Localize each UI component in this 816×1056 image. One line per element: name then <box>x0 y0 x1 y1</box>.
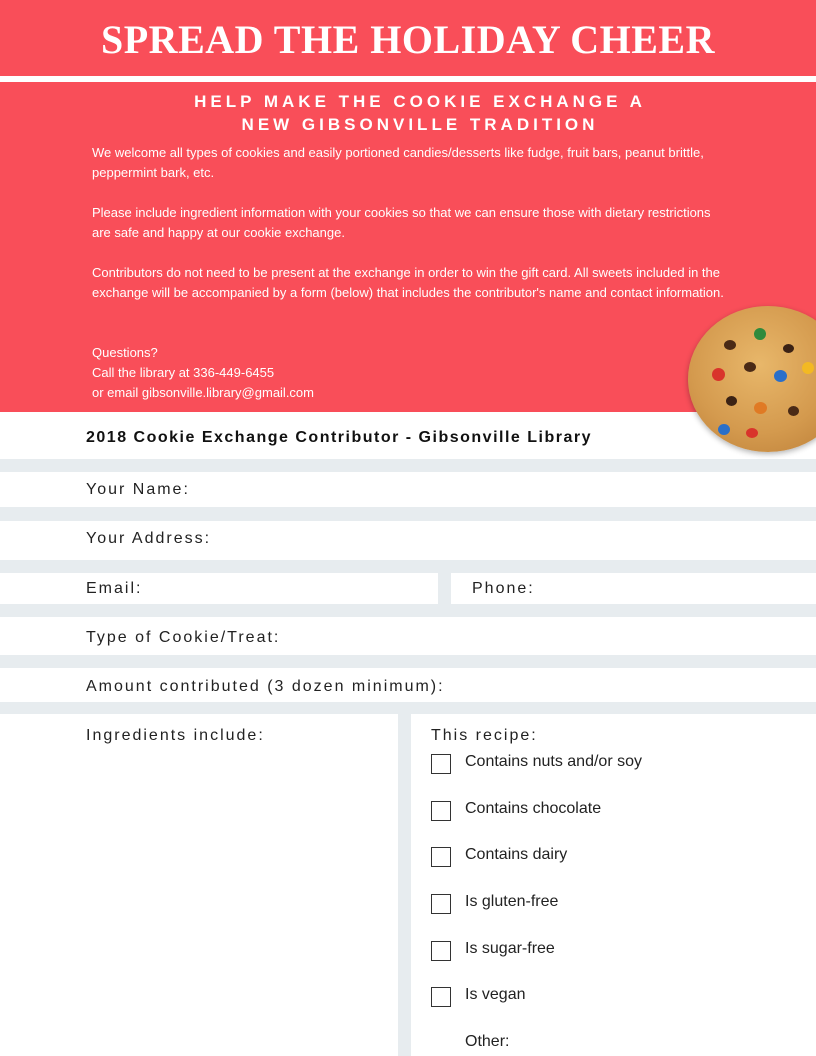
form-heading: 2018 Cookie Exchange Contributor - Gibsonville Library <box>86 429 592 446</box>
candy-red <box>746 428 758 438</box>
email-field[interactable] <box>0 573 438 604</box>
checkbox[interactable] <box>431 894 451 914</box>
ingredients-field-label: Ingredients include: <box>86 727 265 744</box>
chocolate-chip <box>744 362 756 372</box>
intro-paragraph-3: Contributors do not need to be present at the exchange in order to win the gift card. All sweets included in the exchange will be accompanied by a form (below) that includes the contributor's name and contact information. <box>92 265 724 300</box>
email-field-label: Email: <box>86 580 143 597</box>
cookie-type-field-label: Type of Cookie/Treat: <box>86 629 281 646</box>
amount-field-label: Amount contributed (3 dozen minimum): <box>86 678 445 695</box>
checkbox[interactable] <box>431 754 451 774</box>
candy-yellow <box>802 362 814 374</box>
checkbox[interactable] <box>431 987 451 1007</box>
address-field-label: Your Address: <box>86 530 212 547</box>
candy-green <box>754 328 766 340</box>
candy-red <box>712 368 725 381</box>
headline <box>0 90 816 136</box>
name-field-label: Your Name: <box>86 481 190 498</box>
check-item-label: Is gluten-free <box>465 893 559 910</box>
checkbox[interactable] <box>431 941 451 961</box>
check-item-label: Is sugar-free <box>465 940 555 957</box>
headline-line-2: NEW GIBSONVILLE TRADITION <box>241 115 599 134</box>
questions-text: Questions? <box>92 345 158 360</box>
candy-orange <box>754 402 767 414</box>
checkbox[interactable] <box>431 801 451 821</box>
chocolate-chip <box>726 396 737 406</box>
chocolate-chip <box>783 344 794 353</box>
chocolate-chip <box>724 340 736 350</box>
chocolate-chip <box>788 406 799 416</box>
ingredients-field[interactable] <box>0 714 398 1056</box>
recipe-panel-label: This recipe: <box>431 727 538 744</box>
intro-paragraph-1: We welcome all types of cookies and easily portioned candies/desserts like fudge, fruit bars, peanut brittle, peppermint bark, etc. <box>92 145 704 180</box>
candy-blue <box>718 424 730 435</box>
other-label: Other: <box>465 1033 510 1050</box>
checkbox[interactable] <box>431 847 451 867</box>
headline-line-1: HELP MAKE THE COOKIE EXCHANGE A <box>194 92 646 111</box>
phone-field-label: Phone: <box>472 580 535 597</box>
check-item-label: Contains nuts and/or soy <box>465 753 642 770</box>
intro-paragraph-2: Please include ingredient information with your cookies so that we can ensure those with dietary restrictions are safe and happy at our cookie exchange. <box>92 205 711 240</box>
page-title: SPREAD THE HOLIDAY CHEER <box>101 17 715 62</box>
check-item-label: Contains dairy <box>465 846 568 863</box>
email-contact-text: or email gibsonville.library@gmail.com <box>92 385 314 400</box>
check-item-label: Is vegan <box>465 986 526 1003</box>
phone-contact-text: Call the library at 336-449-6455 <box>92 365 275 380</box>
check-item-label: Contains chocolate <box>465 800 602 817</box>
candy-blue <box>774 370 787 382</box>
